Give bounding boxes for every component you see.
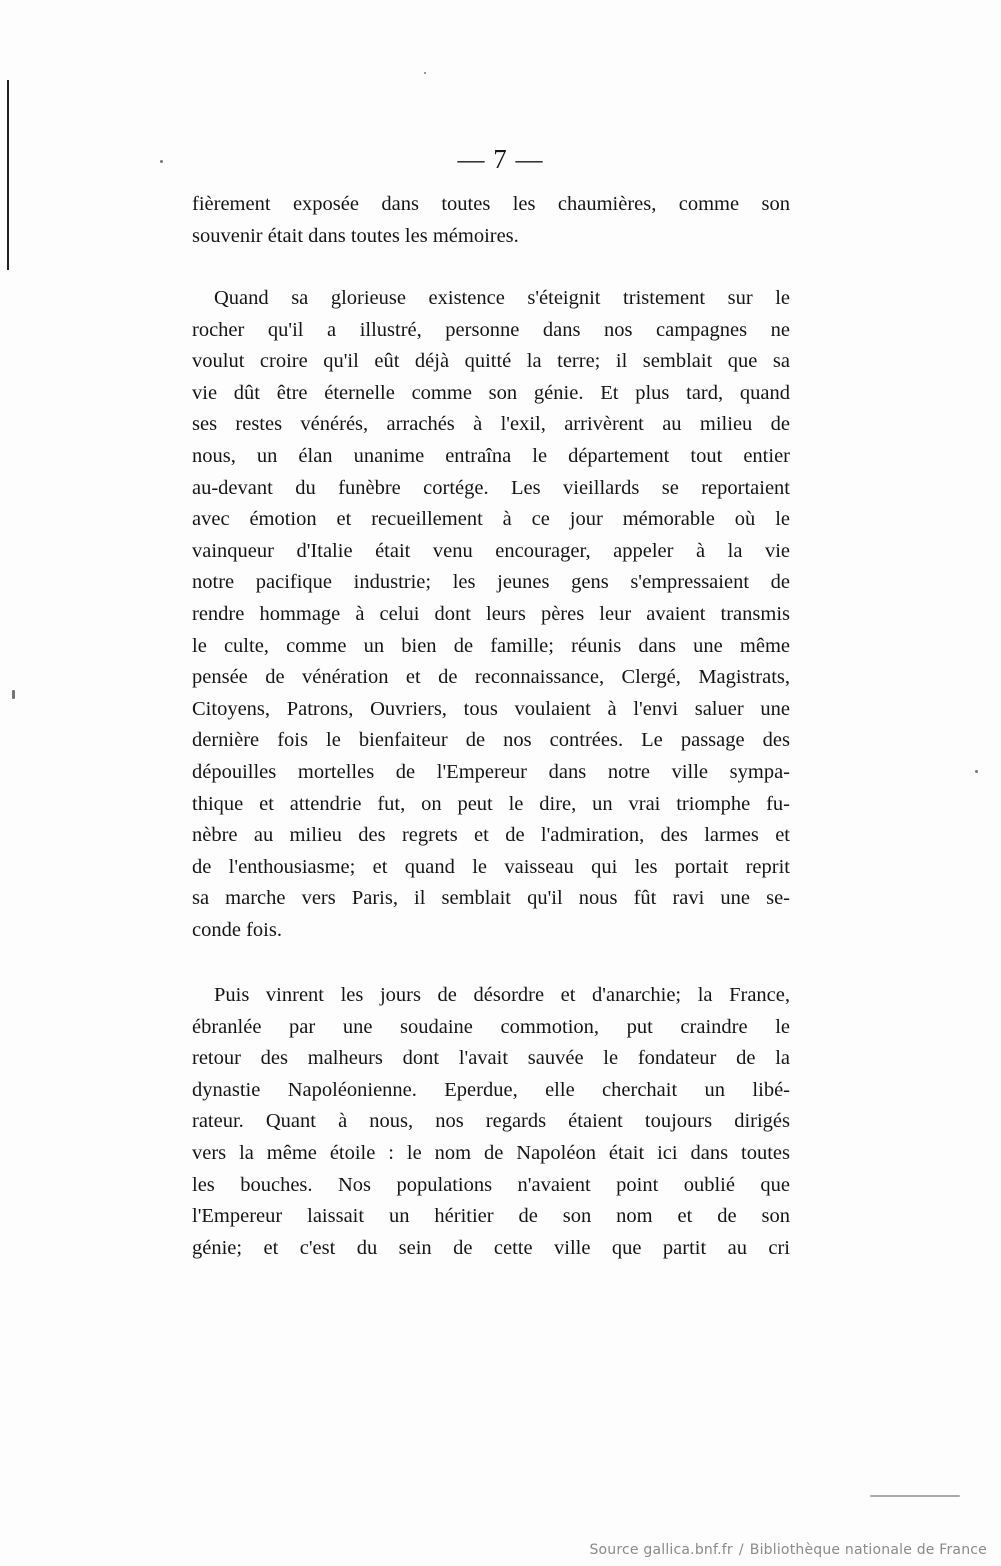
text-line: pensée de vénération et de reconnaissance, Clergé, Magistrats, (192, 666, 790, 689)
library-attribution[interactable]: Bibliothèque nationale de France (749, 1542, 987, 1558)
text-line: souvenir était dans toutes les mémoires. (192, 224, 519, 247)
text-line: génie; et c'est du sein de cette ville que partit au cri (192, 1236, 790, 1259)
paragraph-3 (192, 980, 790, 1264)
scan-speck (12, 690, 15, 699)
text-line: Puis vinrent les jours de désordre et d'anarchie; la France, (214, 984, 790, 1006)
text-line: notre pacifique industrie; les jeunes gens s'empressaient de (192, 571, 790, 594)
paragraph-1 (192, 189, 790, 252)
text-line: le culte, comme un bien de famille; réunis dans une même (192, 634, 790, 657)
page-number: — 7 — (457, 144, 544, 174)
text-line: fièrement exposée dans toutes les chaumières, comme son (192, 193, 790, 215)
text-line: vainqueur d'Italie était venu encourager, appeler à la vie (192, 539, 790, 562)
text-line: ébranlée par une soudaine commotion, put craindre le (192, 1015, 790, 1038)
text-line: nous, un élan unanime entraîna le département tout entier (192, 444, 790, 467)
text-line: au-devant du funèbre cortége. Les vieillards se reportaient (192, 476, 790, 499)
source-attribution[interactable]: Source gallica.bnf.fr (589, 1542, 733, 1558)
text-line: nèbre au milieu des regrets et de l'admiration, des larmes et (192, 824, 790, 847)
binding-edge-mark (7, 80, 9, 270)
text-line: dynastie Napoléonienne. Eperdue, elle cherchait un libé- (192, 1078, 790, 1101)
text-line: rateur. Quant à nous, nos regards étaient toujours dirigés (192, 1110, 790, 1133)
text-line: conde fois. (192, 918, 282, 941)
text-line: sa marche vers Paris, il semblait qu'il nous fût ravi une se- (192, 887, 790, 910)
scan-speck (870, 1495, 960, 1497)
text-line: avec émotion et recueillement à ce jour mémorable où le (192, 508, 790, 531)
text-line: dernière fois le bienfaiteur de nos contrées. Le passage des (192, 729, 790, 752)
source-footer (589, 1542, 987, 1558)
text-line: vers la même étoile : le nom de Napoléon était ici dans toutes (192, 1141, 790, 1164)
text-line: dépouilles mortelles de l'Empereur dans notre ville sympa- (192, 760, 790, 783)
text-line: ses restes vénérés, arrachés à l'exil, arrivèrent au milieu de (192, 413, 790, 436)
text-line: voulut croire qu'il eût déjà quitté la terre; il semblait que sa (192, 350, 790, 373)
footer-separator: / (738, 1542, 744, 1558)
text-line: rendre hommage à celui dont leurs pères leur avaient transmis (192, 602, 790, 625)
text-line: rocher qu'il a illustré, personne dans nos campagnes ne (192, 318, 790, 341)
paragraph-2 (192, 283, 790, 946)
scan-speck (975, 770, 978, 773)
text-line: retour des malheurs dont l'avait sauvée le fondateur de la (192, 1047, 790, 1070)
scan-speck (424, 72, 426, 74)
text-line: les bouches. Nos populations n'avaient point oublié que (192, 1173, 790, 1196)
text-line: Quand sa glorieuse existence s'éteignit tristement sur le (214, 287, 790, 309)
text-line: thique et attendrie fut, on peut le dire, un vrai triomphe fu- (192, 792, 790, 815)
text-line: vie dût être éternelle comme son génie. Et plus tard, quand (192, 381, 790, 404)
text-line: Citoyens, Patrons, Ouvriers, tous voulaient à l'envi saluer une (192, 697, 790, 720)
text-line: de l'enthousiasme; et quand le vaisseau qui les portait reprit (192, 855, 790, 878)
text-line: l'Empereur laissait un héritier de son nom et de son (192, 1205, 790, 1228)
